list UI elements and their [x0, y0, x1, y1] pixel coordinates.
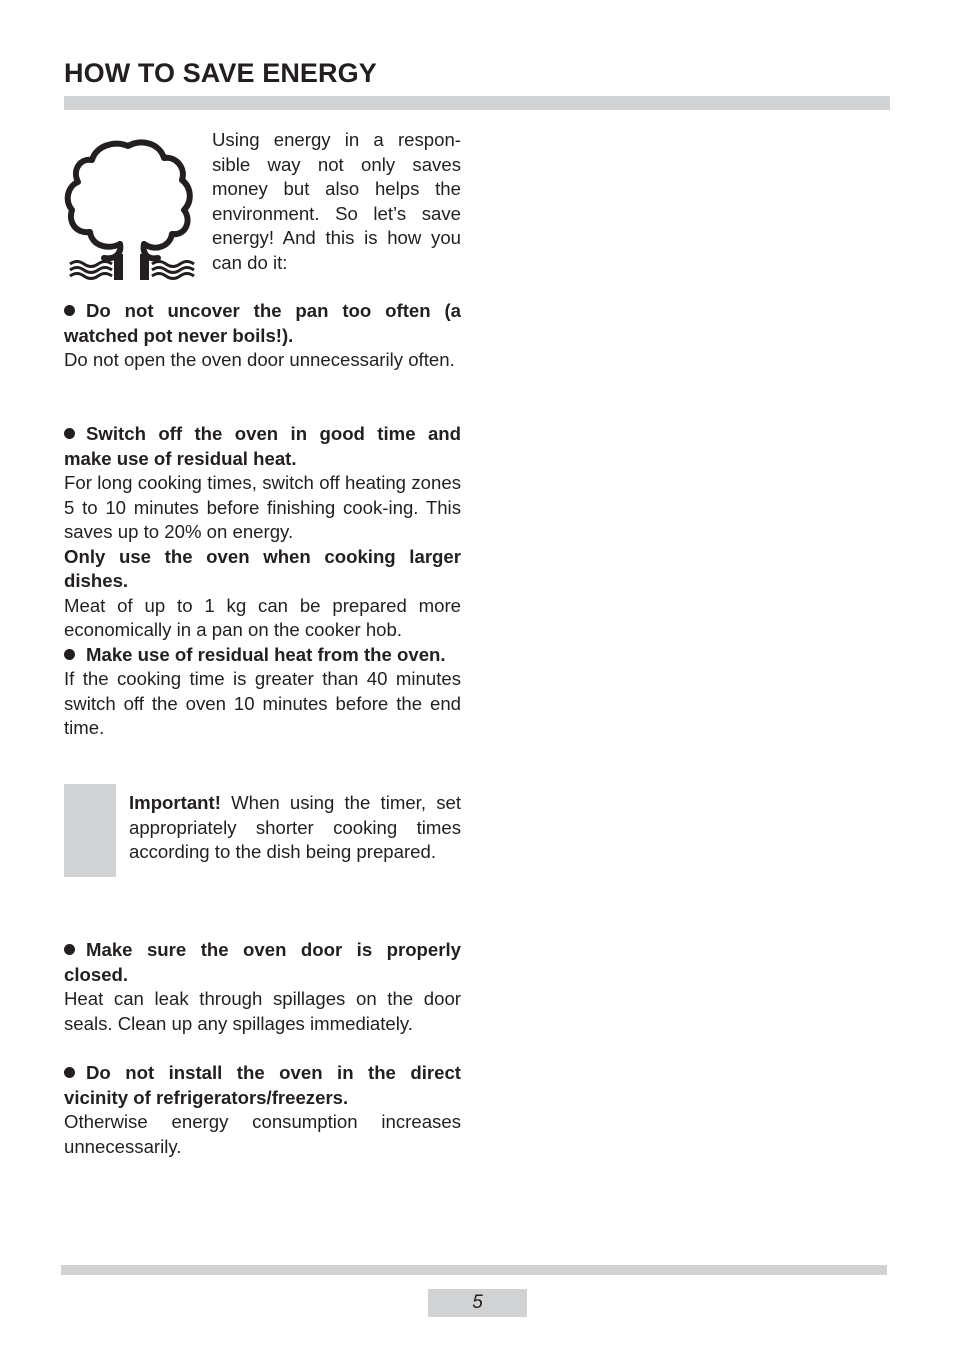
tip-body: Do not open the oven door unnecessarily often. — [64, 349, 455, 370]
note-label: Important! — [129, 792, 221, 813]
tip-uncover-pan — [64, 299, 461, 373]
footer-bar — [61, 1265, 887, 1275]
tip-heading: Do not install the oven in the direct vicinity of refrigerators/freezers. — [64, 1062, 461, 1108]
tip-switch-off — [64, 422, 461, 741]
tip-body: For long cooking times, switch off heating zones 5 to 10 minutes before finishing cook-ing. This saves up to 20% on energy. — [64, 472, 461, 542]
title-underline-bar — [64, 96, 890, 110]
tip-body: If the cooking time is greater than 40 minutes switch off the oven 10 minutes before the end time. — [64, 668, 461, 738]
page-title: HOW TO SAVE ENERGY — [64, 58, 377, 88]
tip-body: Heat can leak through spillages on the door seals. Clean up any spillages immediately. — [64, 988, 461, 1034]
note-text: When using the timer, set appropriately shorter cooking times according to the dish being prepared. — [129, 792, 461, 862]
tip-oven-door — [64, 938, 461, 1036]
important-note-marker — [64, 784, 116, 877]
tip-heading: Make sure the oven door is properly closed. — [64, 939, 461, 985]
tip-heading: Make use of residual heat from the oven. — [64, 643, 461, 668]
bullet-icon — [64, 305, 75, 316]
bullet-icon — [64, 944, 75, 955]
bullet-icon — [64, 428, 75, 439]
important-note — [129, 791, 461, 865]
intro-paragraph — [212, 128, 461, 275]
tip-installation — [64, 1061, 461, 1159]
tip-body: Otherwise energy consumption increases unnecessarily. — [64, 1111, 461, 1157]
tip-subheading: Only use the oven when cooking larger dishes. — [64, 545, 461, 591]
bullet-icon — [64, 1067, 75, 1078]
intro-text: Using energy in a respon-sible way not only saves money but also helps the environment. So let’s save energy! And this is how you can do it: — [212, 129, 461, 273]
page-number: 5 — [428, 1289, 527, 1317]
tip-heading: Switch off the oven in good time and make use of residual heat. — [64, 423, 461, 469]
tip-subbody: Meat of up to 1 kg can be prepared more economically in a pan on the cooker hob. — [64, 594, 461, 640]
tree-icon — [64, 136, 196, 282]
bullet-icon — [64, 649, 75, 660]
tip-heading: Do not uncover the pan too often (a watched pot never boils!). — [64, 300, 461, 346]
